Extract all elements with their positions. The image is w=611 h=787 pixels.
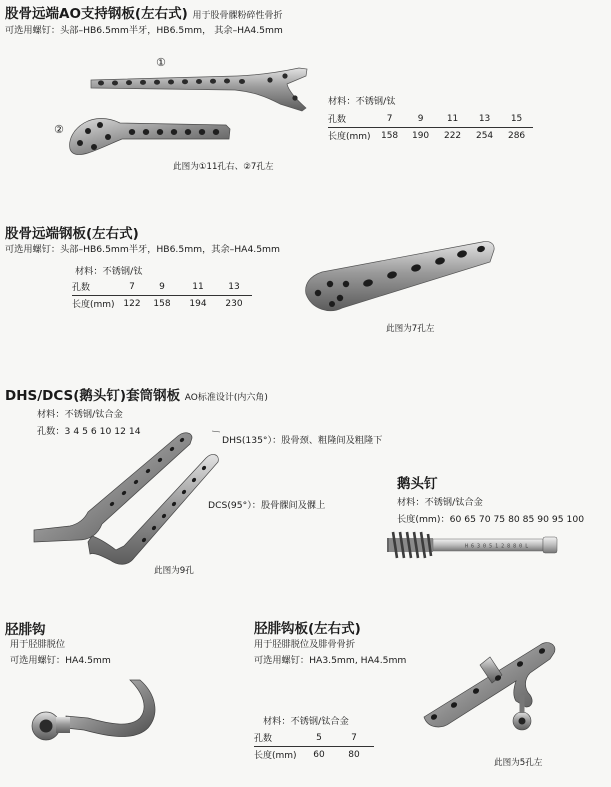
dhs-dcs-plates-image bbox=[28, 428, 222, 568]
cell: 286 bbox=[507, 130, 526, 141]
section1-screws: 可选用螺钉：头部–HB6.5mm半牙，HB6.5mm， 其余–HA4.5mm bbox=[5, 25, 283, 36]
cell: 9 bbox=[144, 279, 180, 296]
row-label-length: 长度(mm) bbox=[72, 300, 115, 310]
section3-title-sub: AO标准设计(内六角) bbox=[184, 393, 268, 403]
cell: 7 bbox=[120, 279, 144, 296]
cell: 13 bbox=[469, 111, 501, 128]
cell: 254 bbox=[475, 130, 494, 141]
section6-caption: 此图为5孔左 bbox=[494, 758, 543, 768]
cell: 11 bbox=[180, 279, 216, 296]
section2-screws: 可选用螺钉：头部–HB6.5mm半牙，HB6.5mm，其余–HA4.5mm bbox=[5, 244, 280, 255]
plate-image-7-hole bbox=[64, 113, 236, 158]
cell: 194 bbox=[189, 298, 207, 309]
cell: 190 bbox=[411, 130, 430, 141]
section5-use: 用于胫腓脱位 bbox=[10, 639, 66, 650]
section3-dhs: DHS(135°）：股骨颈、粗隆间及粗隆下 bbox=[222, 435, 383, 446]
cell: 15 bbox=[501, 111, 533, 128]
section6-title: 胫腓钩板(左右式) bbox=[254, 621, 361, 637]
section2-caption: 此图为7孔左 bbox=[386, 324, 435, 334]
cell: 7 bbox=[375, 111, 405, 128]
cell: 13 bbox=[216, 279, 252, 296]
section3-material: 材料：不锈钢/钛合金 bbox=[37, 409, 123, 420]
row-label-holes: 孔数 bbox=[72, 279, 120, 296]
section1-spec-table bbox=[328, 111, 533, 144]
section1-title-text: 股骨远端AO支持钢板(左右式) bbox=[5, 6, 188, 22]
section3-holes: 孔数：3 4 5 6 10 12 14 bbox=[37, 426, 141, 437]
tibiofibular-hook-plate-image bbox=[420, 633, 560, 745]
section3-caption: 此图为9孔 bbox=[154, 566, 194, 576]
section6-screws: 可选用螺钉：HA3.5mm, HA4.5mm bbox=[254, 655, 407, 666]
cell: 158 bbox=[153, 298, 171, 309]
cell: 11 bbox=[437, 111, 469, 128]
section4-length: 长度(mm)：60 65 70 75 80 85 90 95 100 bbox=[397, 514, 585, 525]
cell: 9 bbox=[405, 111, 437, 128]
plate-image-11-hole bbox=[85, 66, 310, 112]
section4-title: 鹅头钉 bbox=[397, 476, 438, 492]
cell: 158 bbox=[380, 130, 399, 141]
cell: 222 bbox=[443, 130, 462, 141]
section2-material: 材料：不锈钢/钛 bbox=[75, 266, 143, 277]
section1-material: 材料：不锈钢/钛 bbox=[328, 96, 396, 107]
row-label-holes: 孔数 bbox=[254, 730, 304, 747]
row-label-length: 长度(mm) bbox=[328, 132, 371, 142]
cell: 122 bbox=[123, 298, 141, 309]
row-label-holes: 孔数 bbox=[328, 111, 375, 128]
cell: 230 bbox=[225, 298, 243, 309]
section2-spec-table bbox=[72, 279, 252, 312]
screw-engraving: H 6 3 0 5 1 2 8 8 0 L bbox=[465, 543, 529, 550]
marker-2: ② bbox=[54, 123, 64, 136]
tibiofibular-hook-image bbox=[26, 670, 166, 750]
section2-title: 股骨远端钢板(左右式) bbox=[5, 226, 139, 242]
cell: 80 bbox=[348, 749, 360, 760]
section3-dcs: DCS(95°）：股骨髁间及髁上 bbox=[208, 500, 326, 511]
cell: 60 bbox=[313, 749, 325, 760]
section4-material: 材料：不锈钢/钛合金 bbox=[397, 497, 483, 508]
section1-title bbox=[5, 2, 282, 22]
section3-title bbox=[5, 384, 268, 404]
section6-spec-table bbox=[254, 730, 374, 763]
section1-caption: 此图为①11孔右、②7孔左 bbox=[173, 162, 274, 172]
cell: 7 bbox=[334, 730, 374, 747]
section5-screws: 可选用螺钉：HA4.5mm bbox=[10, 655, 111, 666]
section5-title: 胫腓钩 bbox=[5, 622, 46, 638]
section1-title-sub: 用于股骨髁粉碎性骨折 bbox=[192, 11, 283, 21]
marker-1: ① bbox=[156, 56, 166, 69]
plate-image-distal-femur bbox=[302, 238, 497, 318]
section6-material: 材料：不锈钢/钛合金 bbox=[263, 716, 349, 727]
lag-screw-image bbox=[383, 529, 561, 561]
cell: 5 bbox=[304, 730, 334, 747]
row-label-length: 长度(mm) bbox=[254, 751, 297, 761]
section3-title-text: DHS/DCS(鹅头钉)套筒钢板 bbox=[5, 388, 181, 404]
section6-use: 用于胫腓脱位及腓骨骨折 bbox=[254, 639, 356, 650]
